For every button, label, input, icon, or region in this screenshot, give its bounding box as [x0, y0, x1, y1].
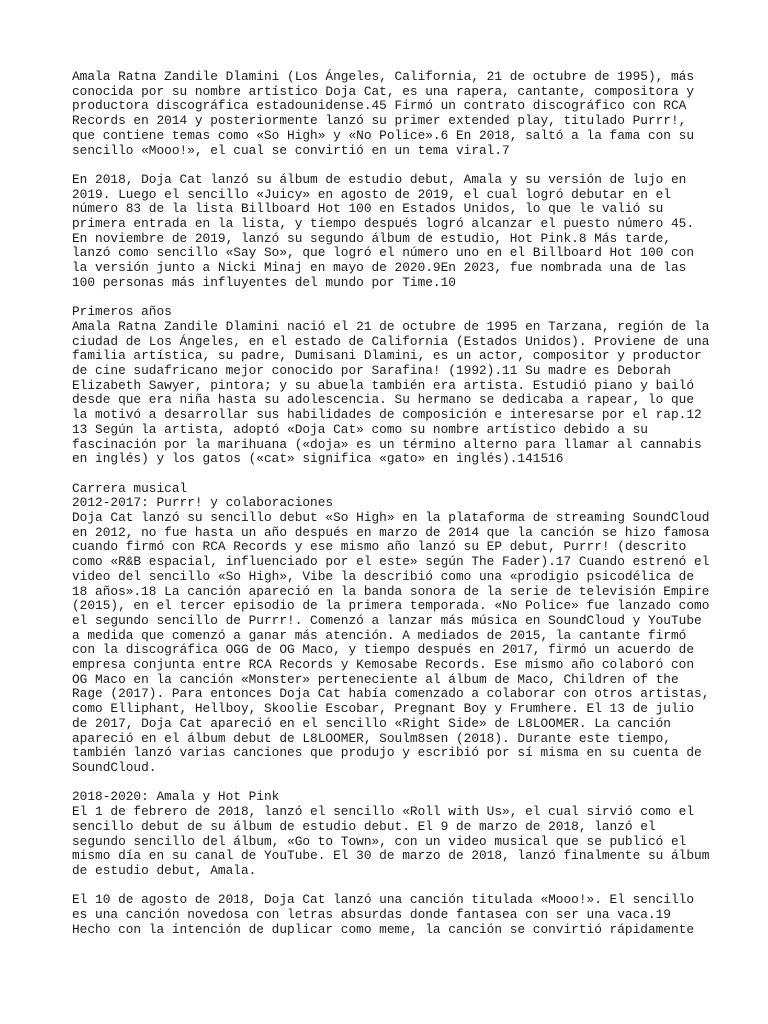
text-line: cuando firmó con RCA Records y ese mismo año lanzó su EP debut, Purrr! (descrito: [72, 539, 687, 555]
subsection-heading: 2018-2020: Amala y Hot Pink: [72, 789, 280, 805]
text-line: número 83 de la lista Billboard Hot 100 en Estados Unidos, lo que le valió su: [72, 201, 664, 217]
text-line: como «R&B espacial, influenciado por el este» según The Fader).17 Cuando estrenó el: [72, 554, 710, 570]
text-line: también lanzó varias canciones que produjo y escribió por sí misma en su cuenta de: [72, 745, 702, 761]
text-line: de estudio debut, Amala.: [72, 862, 257, 878]
text-line: apareció en el álbum debut de L8LOOMER, Soulm8sen (2018). Durante este tiempo,: [72, 730, 671, 746]
section-heading: Primeros años: [72, 304, 172, 320]
text-line: la versión junto a Nicki Minaj en mayo de 2020.9En 2023, fue nombrada una de las: [72, 260, 687, 276]
text-line: Doja Cat lanzó su sencillo debut «So High» en la plataforma de streaming SoundCloud: [72, 510, 710, 526]
text-line: fascinación por la marihuana («doja» es un término alterno para llamar al cannabis: [72, 436, 702, 452]
text-line: sencillo «Mooo!», el cual se convirtió en un tema viral.7: [72, 142, 510, 158]
text-line: productora discográfica estadounidense.45 Firmó un contrato discográfico con RCA: [72, 98, 687, 114]
text-line: el segundo sencillo de Purrr!. Comenzó a lanzar más música en SoundCloud y YouTube: [72, 612, 702, 628]
text-line: segundo sencillo del álbum, «Go to Town», con un video musical que se publicó el: [72, 833, 687, 849]
text-line: Rage (2017). Para entonces Doja Cat había comenzado a colaborar con otros artistas,: [72, 686, 710, 702]
text-line: conocida por su nombre artístico Doja Cat, es una rapera, cantante, compositora y: [72, 83, 695, 99]
text-line: En 2018, Doja Cat lanzó su álbum de estudio debut, Amala y su versión de lujo en: [72, 171, 687, 187]
text-line: Records en 2014 y posteriormente lanzó su primer extended play, titulado Purrr!,: [72, 113, 687, 129]
text-line: El 1 de febrero de 2018, lanzó el sencillo «Roll with Us», el cual sirvió como el: [72, 804, 695, 820]
career-summary-paragraph: [72, 173, 702, 291]
text-line: la motivó a desarrollar sus habilidades de composición e interesarse por el rap.12: [72, 407, 702, 423]
text-line: que contiene temas como «So High» y «No Police».6 En 2018, saltó a la fama con su: [72, 127, 695, 143]
text-line: con la discográfica OGG de OG Maco, y tiempo después en 2017, firmó un acuerdo de: [72, 642, 695, 658]
text-line: 13 Según la artista, adoptó «Doja Cat» como su nombre artístico debido a su: [72, 421, 648, 437]
text-line: En noviembre de 2019, lanzó su segundo álbum de estudio, Hot Pink.8 Más tarde,: [72, 230, 671, 246]
text-line: El 10 de agosto de 2018, Doja Cat lanzó una canción titulada «Mooo!». El sencillo: [72, 892, 695, 908]
text-line: primera entrada en la lista, y tiempo después logró alcanzar el puesto número 45.: [72, 216, 695, 232]
text-line: empresa conjunta entre RCA Records y Kemosabe Records. Ese mismo año colaboró con: [72, 657, 695, 673]
text-line: familia artística, su padre, Dumisani Dlamini, es un actor, compositor y productor: [72, 348, 702, 364]
text-line: desde que era niña hasta su adolescencia. Su hermano se dedicaba a rapear, lo que: [72, 392, 695, 408]
subsection-heading: 2012-2017: Purrr! y colaboraciones: [72, 495, 334, 511]
text-line: sencillo debut de su álbum de estudio debut. El 9 de marzo de 2018, lanzó el: [72, 818, 656, 834]
text-line: Elizabeth Sawyer, pintora; y su abuela también era artista. Estudió piano y bailó: [72, 377, 695, 393]
text-line: SoundCloud.: [72, 760, 157, 775]
early-years-section: [72, 304, 710, 467]
text-line: OG Maco en la canción «Monster» perteneciente al álbum de Maco, Children of the: [72, 671, 679, 687]
text-line: Amala Ratna Zandile Dlamini (Los Ángeles, California, 21 de octubre de 1995), más: [72, 69, 695, 84]
text-line: a medida que comenzó a ganar más atención. A mediados de 2015, la cantante firmó: [72, 627, 687, 643]
mooo-paragraph: [72, 893, 702, 937]
text-line: de 2017, Doja Cat apareció en el sencillo «Right Side» de L8LOOMER. La canción: [72, 715, 671, 731]
amala-hot-pink-section: [72, 789, 710, 878]
text-line: (2015), en el tercer episodio de la primera temporada. «No Police» fue lanzado como: [72, 598, 710, 614]
text-line: como Elliphant, Hellboy, Skoolie Escobar, Pregnant Boy y Frumhere. El 13 de julio: [72, 701, 695, 717]
text-line: de cine sudafricano mejor conocido por Sarafina! (1992).11 Su madre es Deborah: [72, 363, 671, 379]
text-line: en inglés) y los gatos («cat» significa «gato» en inglés).141516: [72, 451, 564, 467]
text-line: mismo día en su canal de YouTube. El 30 de marzo de 2018, lanzó finalmente su álbum: [72, 848, 710, 864]
document-page: [72, 69, 710, 952]
text-line: Amala Ratna Zandile Dlamini nació el 21 de octubre de 1995 en Tarzana, región de la: [72, 318, 710, 334]
musical-career-section: [72, 480, 710, 776]
text-line: es una canción novedosa con letras absurdas donde fantasea con ser una vaca.19: [72, 907, 671, 922]
intro-paragraph: [72, 70, 702, 158]
text-line: ciudad de Los Ángeles, en el estado de California (Estados Unidos). Proviene de una: [72, 333, 710, 349]
text-line: 100 personas más influyentes del mundo por Time.10: [72, 274, 456, 290]
text-line: en 2012, no fue hasta un año después en marzo de 2014 que la canción se hizo famosa: [72, 524, 710, 540]
text-line: video del sencillo «So High», Vibe la describió como una «prodigio psicodélica de: [72, 568, 695, 584]
text-line: Hecho con la intención de duplicar como meme, la canción se convirtió rápidamente: [72, 921, 695, 937]
text-line: 18 años».18 La canción apareció en la banda sonora de la serie de televisión Empire: [72, 583, 710, 599]
section-heading: Carrera musical: [72, 480, 188, 496]
text-line: 2019. Luego el sencillo «Juicy» en agosto de 2019, el cual logró debutar en el: [72, 186, 671, 202]
text-line: lanzó como sencillo «Say So», que logró el número uno en el Billboard Hot 100 con: [72, 245, 695, 261]
